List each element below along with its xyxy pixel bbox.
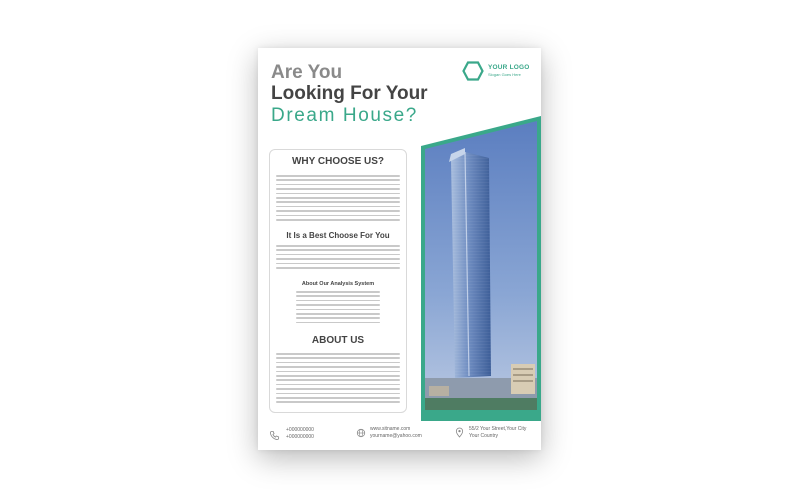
logo-slogan: Slogan Goes Here <box>488 72 521 77</box>
placeholder-text-block <box>296 291 380 326</box>
skyscraper-photo <box>421 116 541 418</box>
headline-line-1: Are You <box>271 62 343 83</box>
contact-footer <box>258 421 541 450</box>
about-us-heading: ABOUT US <box>311 335 365 346</box>
real-estate-flyer <box>258 48 541 450</box>
logo <box>462 61 538 81</box>
phone-number-1: +000000000 <box>286 427 314 433</box>
placeholder-text-block <box>276 175 400 223</box>
globe-icon <box>356 428 366 438</box>
email: yourname@yahoo.com <box>370 433 422 439</box>
why-choose-us-heading: WHY CHOOSE US? <box>291 156 385 167</box>
logo-text: YOUR LOGO <box>488 64 530 71</box>
analysis-system-heading: About Our Analysis System <box>301 281 375 287</box>
headline-line-2: Looking For Your <box>271 83 428 104</box>
phone-icon <box>269 430 280 441</box>
placeholder-text-block <box>276 245 400 271</box>
placeholder-text-block <box>276 353 400 406</box>
address-line-2: Your Country <box>469 433 498 439</box>
info-card <box>269 149 407 413</box>
website: www.sitname.com <box>370 426 411 432</box>
best-choose-heading: It Is a Best Choose For You <box>286 231 390 240</box>
headline-line-3: Dream House? <box>271 105 418 126</box>
location-pin-icon <box>455 427 464 438</box>
address-line-1: 55/2 Your Street,Your City <box>469 426 527 432</box>
phone-number-2: +000000000 <box>286 434 314 440</box>
hexagon-icon <box>462 61 484 81</box>
